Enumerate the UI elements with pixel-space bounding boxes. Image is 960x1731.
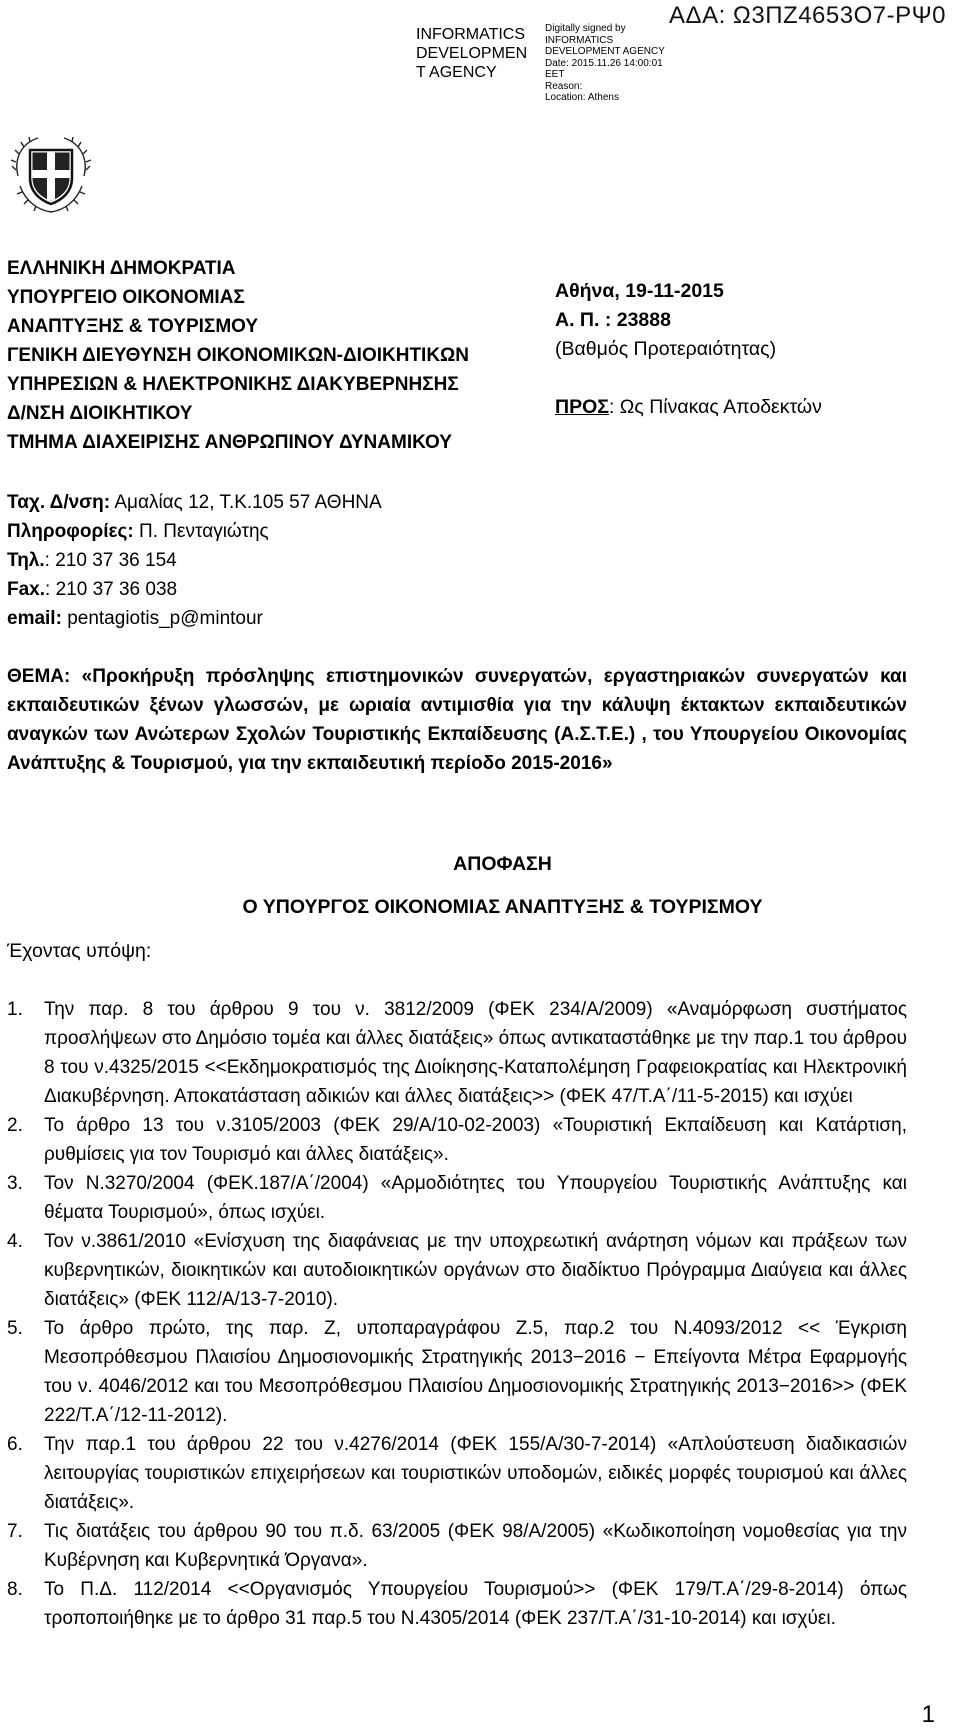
signature-detail-line: Digitally signed by [545, 23, 626, 34]
list-item [7, 1227, 907, 1314]
contact-details [7, 488, 382, 633]
list-item [7, 1169, 907, 1227]
list-item-text: Τον Ν.3270/2004 (ΦΕΚ.187/Α΄/2004) «Αρμοδιότητες του Υπουργείου Τουριστικής Ανάπτυξης και θέματα Τουρισμού», όπως ισχύει. [44, 1173, 907, 1223]
signature-detail-line: Date: 2015.11.26 14:00:01 [545, 57, 663, 69]
list-item [7, 1517, 907, 1575]
contact-label: email: [7, 608, 62, 629]
legal-references-list [7, 995, 907, 1633]
signer-line: DEVELOPMEN [416, 45, 528, 62]
list-item-number: 4. [7, 1231, 23, 1252]
recipients-value: : Ως Πίνακας Αποδεκτών [608, 396, 822, 418]
contact-label: Fax. [7, 579, 46, 600]
document-date: Αθήνα, 19-11-2015 [555, 280, 724, 302]
signature-details [545, 23, 665, 104]
list-item-text: Το άρθρο πρώτο, της παρ. Ζ, υποπαραγράφου Ζ.5, παρ.2 του Ν.4093/2012 << Έγκριση Μεσοπρόθεσμου Πλαισίου Δημοσιονομικής Στρατηγικής 2013−2016 − Επείγοντα Μέτρα Εφαρμογής του ν. 4046/2012 και του Μεσοπρόθεσμου Πλαισίου Δημοσιονομικής Στρατηγικής 2013−2016>> (ΦΕΚ 222/Τ.Α΄/12-11-2012). [44, 1318, 907, 1426]
greek-emblem-icon [8, 130, 94, 216]
list-item-number: 8. [7, 1579, 23, 1600]
ministry-line: ΤΜΗΜΑ ΔΙΑΧΕΙΡΙΣΗΣ ΑΝΘΡΩΠΙΝΟΥ ΔΥΝΑΜΙΚΟΥ [7, 432, 452, 453]
contact-email [7, 604, 382, 633]
ministry-line: ΓΕΝΙΚΗ ΔΙΕΥΘΥΝΣΗ ΟΙΚΟΝΟΜΙΚΩΝ-ΔΙΟΙΚΗΤΙΚΩΝ [7, 345, 470, 366]
signature-detail-line: INFORMATICS [545, 34, 614, 46]
contact-value: Π. Πενταγιώτης [133, 521, 269, 542]
recipients [555, 393, 822, 422]
decision-title: ΑΠΟΦΑΣΗ [453, 853, 552, 875]
contact-info [7, 517, 382, 546]
list-item-number: 1. [7, 999, 23, 1020]
list-item-text: Τον ν.3861/2010 «Ενίσχυση της διαφάνειας με την υποχρεωτική ανάρτηση νόμων και πράξεων των κυβερνητικών, διοικητικών και αυτοδιοικητικών οργάνων στο διαδίκτυο Πρόγραμμα Διαύγεια και άλλες διατάξεις» (ΦΕΚ 112/Α/13-7-2010). [44, 1231, 907, 1310]
ministry-header [7, 254, 469, 457]
subject: ΘΕΜΑ: «Προκήρυξη πρόσληψης επιστημονικών συνεργατών, εργαστηριακών συνεργατών και εκπαιδευτικών ξένων γλωσσών, με ωριαία αντιμισθία για την κάλυψη έκτακτων εκπαιδευτικών αναγκών των Ανώτερων Σχολών Τουριστικής Εκπαίδευσης (Α.Σ.Τ.Ε.) , του Υπουργείου Οικονομίας Ανάπτυξης & Τουρισμού, για την εκπαιδευτική περίοδο 2015-2016» [7, 666, 907, 774]
list-item-text: Την παρ. 8 του άρθρου 9 του ν. 3812/2009 (ΦΕΚ 234/Α/2009) «Αναμόρφωση συστήματος προσλήψεων στο Δημόσιο τομέα και άλλες διατάξεις» όπως αντικαταστάθηκε με την παρ.1 του άρθρου 8 του ν.4325/2015 <<Εκδημοκρατισμός της Διοίκησης-Καταπολέμηση Γραφειοκρατίας και Ηλεκτρονική Διακυβέρνηση. Αποκατάσταση αδικιών και άλλες διατάξεις>> (ΦΕΚ 47/Τ.Α΄/11-5-2015) και ισχύει [44, 999, 907, 1107]
minister-title: Ο ΥΠΟΥΡΓΟΣ ΟΙΚΟΝΟΜΙΑΣ ΑΝΑΠΤΥΞΗΣ & ΤΟΥΡΙΣΜΟΥ [242, 896, 763, 918]
contact-phone [7, 546, 382, 575]
signature-detail-line: Reason: [545, 80, 583, 92]
ministry-line: ΥΠΗΡΕΣΙΩΝ & ΗΛΕΚΤΡΟΝΙΚΗΣ ΔΙΑΚΥΒΕΡΝΗΣΗΣ [7, 374, 459, 395]
ministry-line: ΕΛΛΗΝΙΚΗ ΔΗΜΟΚΡΑΤΙΑ [7, 258, 236, 279]
protocol-number: Α. Π. : 23888 [555, 309, 671, 331]
priority-degree: (Βαθμός Προτεραιότητας) [555, 338, 777, 360]
contact-value: : 210 37 36 154 [44, 550, 177, 571]
contact-value: pentagiotis_p@mintour [61, 608, 263, 629]
signer-name [416, 25, 541, 82]
ada-code: ΑΔΑ: Ω3ΠΖ4653Ο7-ΡΨ0 [669, 2, 946, 29]
signature-detail-line: EET [545, 69, 565, 80]
list-item [7, 1111, 907, 1169]
contact-label: Τηλ. [7, 550, 45, 571]
list-item-text: Την παρ.1 του άρθρου 22 του ν.4276/2014 (ΦΕΚ 155/Α/30-7-2014) «Απλούστευση διαδικασιών λειτουργίας τουριστικών επιχειρήσεων και τουριστικών υποδομών, ειδικές μορφές τουρισμού και άλλες διατάξεις». [44, 1434, 907, 1513]
list-item-number: 6. [7, 1434, 23, 1455]
document-meta [555, 277, 822, 422]
contact-address [7, 488, 382, 517]
signer-line: T AGENCY [416, 64, 497, 81]
contact-fax [7, 575, 382, 604]
ministry-line: ΑΝΑΠΤΥΞΗΣ & ΤΟΥΡΙΣΜΟΥ [7, 316, 259, 337]
page-number: 1 [921, 1701, 935, 1728]
list-item-number: 2. [7, 1115, 23, 1136]
signature-detail-line: DEVELOPMENT AGENCY [545, 46, 665, 57]
list-item-text: Το Π.Δ. 112/2014 <<Οργανισμός Υπουργείου Τουρισμού>> (ΦΕΚ 179/Τ.Α΄/29-8-2014) όπως τροποποιήθηκε με το άρθρο 31 παρ.5 του Ν.4305/2014 (ΦΕΚ 237/Τ.Α΄/31-10-2014) και ισχύει. [44, 1579, 907, 1629]
signature-detail-line: Location: Athens [545, 92, 619, 103]
contact-value: : 210 37 36 038 [45, 579, 178, 600]
ministry-line: ΥΠΟΥΡΓΕΙΟ ΟΙΚΟΝΟΜΙΑΣ [7, 287, 245, 308]
contact-label: Ταχ. Δ/νση: [7, 492, 111, 513]
contact-value: Αμαλίας 12, Τ.Κ.105 57 ΑΘΗΝΑ [110, 492, 382, 513]
list-item-text: Το άρθρο 13 του ν.3105/2003 (ΦΕΚ 29/Α/10-02-2003) «Τουριστική Εκπαίδευση και Κατάρτιση, ρυθμίσεις για τον Τουρισμό και άλλες διατάξεις». [44, 1115, 907, 1165]
list-item [7, 1430, 907, 1517]
ministry-line: Δ/ΝΣΗ ΔΙΟΙΚΗΤΙΚΟΥ [7, 403, 193, 424]
contact-label: Πληροφορίες: [7, 521, 134, 542]
recipients-label: ΠΡΟΣ [555, 396, 609, 418]
list-item [7, 995, 907, 1111]
list-item-number: 7. [7, 1521, 23, 1542]
list-item-text: Τις διατάξεις του άρθρου 90 του π.δ. 63/2005 (ΦΕΚ 98/Α/2005) «Κωδικοποίηση νομοθεσίας για την Κυβέρνηση και Κυβερνητικά Όργανα». [44, 1521, 907, 1571]
list-item [7, 1575, 907, 1633]
list-item-number: 5. [7, 1318, 23, 1339]
list-item-number: 3. [7, 1173, 23, 1194]
signer-line: INFORMATICS [416, 26, 526, 43]
having-in-view: Έχοντας υπόψη: [7, 940, 152, 962]
list-item [7, 1314, 907, 1430]
